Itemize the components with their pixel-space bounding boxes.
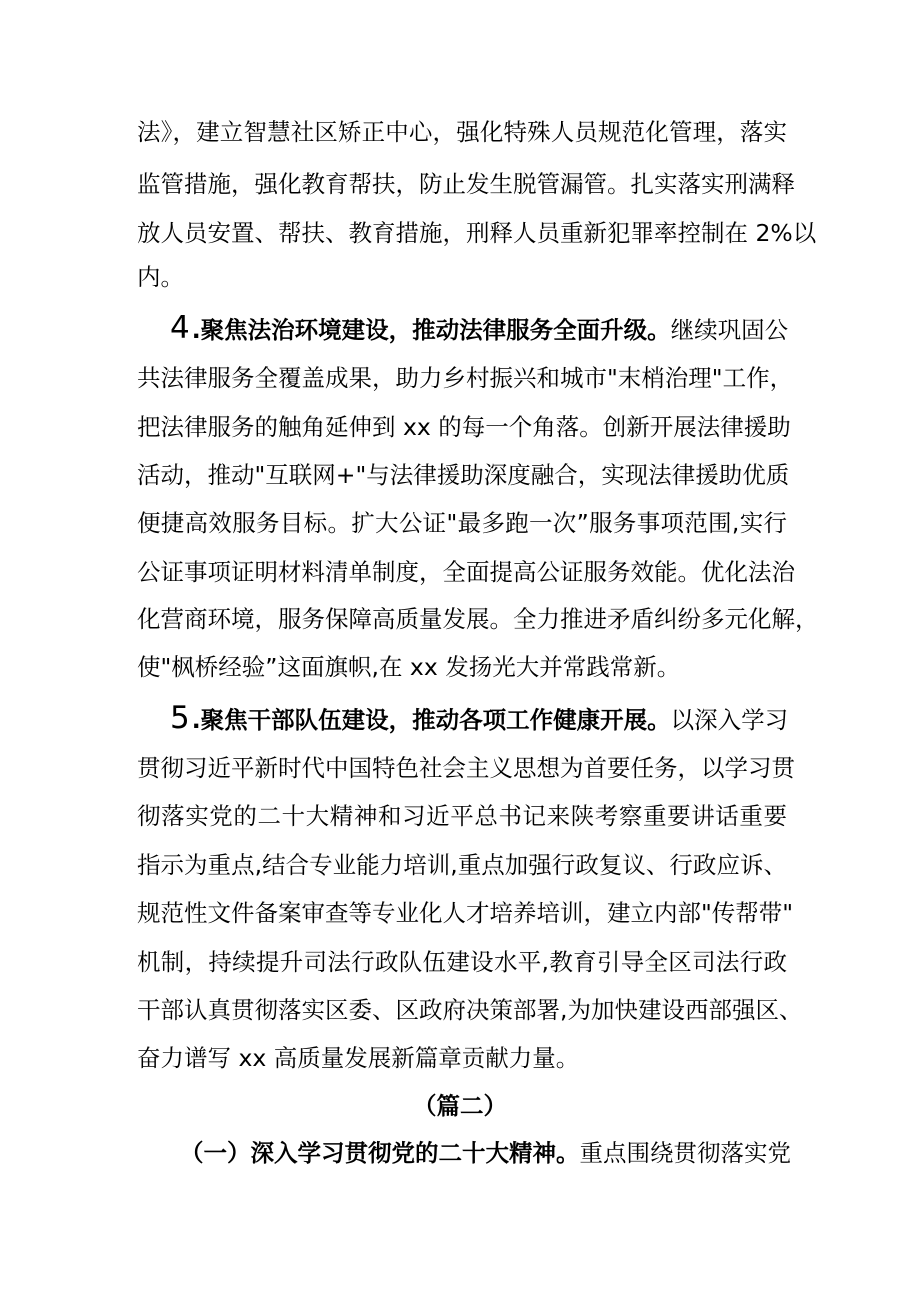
paragraph-line: 使"枫桥经验”这面旗帜,在 xx 发扬光大并常践常新。: [137, 653, 681, 681]
item-5-heading: .聚焦干部队伍建设，推动各项工作健康开展。: [191, 706, 671, 734]
paragraph-line: 奋力谱写 xx 高质量发展新篇章贡献力量。: [137, 1044, 580, 1072]
section-heading: （一）深入学习贯彻党的二十大精神。: [180, 1139, 580, 1167]
item-4-first-line: [170, 310, 789, 346]
paragraph-line: 彻落实党的二十大精神和习近平总书记来陕考察重要讲话重要: [137, 802, 787, 830]
item-5-first-line: [170, 700, 789, 736]
item-5-number: 5: [170, 700, 190, 736]
paragraph-line: 公证事项证明材料清单制度，全面提高公证服务效能。优化法治: [137, 558, 795, 586]
paragraph-line: 内。: [137, 263, 184, 291]
paragraph-line: 贯彻习近平新时代中国特色社会主义思想为首要任务，以学习贯: [137, 754, 795, 782]
item-4-text: 继续巩固公: [670, 316, 789, 344]
section-title: （篇二）: [413, 1092, 507, 1120]
paragraph-line: 把法律服务的触角延伸到 xx 的每一个角落。创新开展法律援助: [137, 413, 791, 441]
paragraph-line: 化营商环境，服务保障高质量发展。全力推进矛盾纠纷多元化解，: [137, 605, 819, 633]
paragraph-line: 活动，推动"互联网+"与法律援助深度融合，实现法律援助优质: [137, 461, 790, 489]
paragraph-line: 便捷高效服务目标。扩大公证"最多跑一次”服务事项范围,实行: [137, 509, 787, 537]
paragraph-line: 法》，建立智慧社区矫正中心，强化特殊人员规范化管理，落实: [137, 118, 787, 146]
paragraph-line: 共法律服务全覆盖成果，助力乡村振兴和城市"末梢治理"工作，: [137, 364, 794, 392]
section-first-line: [180, 1139, 791, 1167]
paragraph-line: 机制，持续提升司法行政队伍建设水平,教育引导全区司法行政: [137, 948, 787, 976]
paragraph-line: 放人员安置、帮扶、教育措施，刑释人员重新犯罪率控制在 2%以: [137, 219, 817, 247]
paragraph-line: 干部认真贯彻落实区委、区政府决策部署,为加快建设西部强区、: [137, 996, 803, 1024]
paragraph-line: 监管措施，强化教育帮扶，防止发生脱管漏管。扎实落实刑满释: [137, 170, 795, 198]
item-5-text: 以深入学习: [670, 706, 789, 734]
section-text: 重点围绕贯彻落实党: [579, 1139, 791, 1167]
item-4-heading: .聚焦法治环境建设，推动法律服务全面升级。: [191, 316, 671, 344]
paragraph-line: 指示为重点,结合专业能力培训,重点加强行政复议、行政应诉、: [137, 851, 787, 879]
paragraph-line: 规范性文件备案审查等专业化人才培养培训，建立内部"传帮带": [137, 899, 794, 927]
item-4-number: 4: [170, 310, 190, 346]
